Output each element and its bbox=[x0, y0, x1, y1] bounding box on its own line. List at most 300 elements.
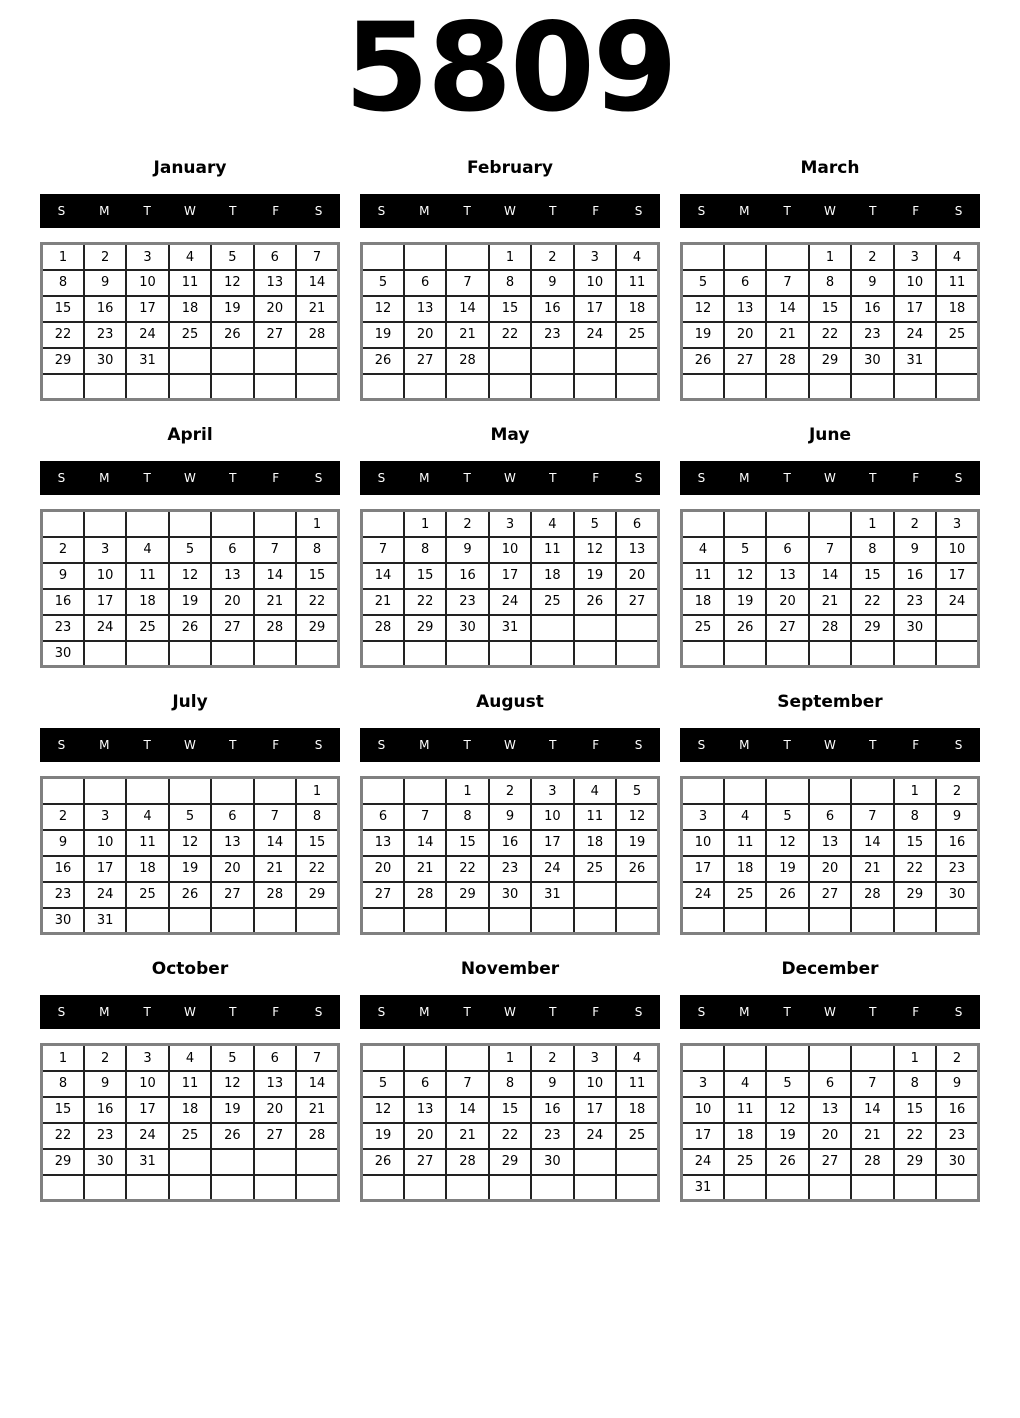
day-cell: 8 bbox=[404, 537, 446, 563]
day-cell: 6 bbox=[254, 244, 296, 270]
day-cell: 14 bbox=[851, 1097, 893, 1123]
weekday-label: W bbox=[184, 204, 196, 219]
day-cell: 19 bbox=[211, 1097, 253, 1123]
empty-day-cell bbox=[724, 1045, 766, 1071]
day-cell: 23 bbox=[42, 882, 84, 908]
month-title: August bbox=[476, 692, 544, 713]
week-row bbox=[682, 348, 979, 374]
empty-day-cell bbox=[894, 1175, 936, 1201]
day-cell: 18 bbox=[682, 589, 724, 615]
empty-day-cell bbox=[84, 374, 126, 400]
day-cell: 10 bbox=[682, 830, 724, 856]
day-cell: 3 bbox=[84, 804, 126, 830]
weekday-label: S bbox=[377, 738, 386, 753]
empty-day-cell bbox=[296, 1149, 338, 1175]
weekday-label: W bbox=[504, 738, 516, 753]
empty-day-cell bbox=[489, 348, 531, 374]
month-title: January bbox=[153, 158, 227, 179]
weekday-label: M bbox=[419, 204, 430, 219]
week-row bbox=[682, 563, 979, 589]
empty-day-cell bbox=[169, 374, 211, 400]
week-row bbox=[42, 1123, 339, 1149]
day-cell: 1 bbox=[894, 1045, 936, 1071]
day-cell: 28 bbox=[362, 615, 404, 641]
day-cell: 28 bbox=[404, 882, 446, 908]
day-cell: 27 bbox=[211, 882, 253, 908]
weekday-label: S bbox=[697, 738, 706, 753]
day-cell: 30 bbox=[84, 1149, 126, 1175]
empty-day-cell bbox=[254, 1149, 296, 1175]
day-cell: 11 bbox=[126, 563, 168, 589]
weekday-label: T bbox=[143, 738, 151, 753]
day-cell: 27 bbox=[211, 615, 253, 641]
day-cell: 2 bbox=[42, 537, 84, 563]
empty-day-cell bbox=[446, 244, 488, 270]
empty-day-cell bbox=[809, 908, 851, 934]
day-cell: 28 bbox=[446, 348, 488, 374]
weekday-label: S bbox=[377, 1005, 386, 1020]
day-cell: 29 bbox=[404, 615, 446, 641]
week-row bbox=[362, 537, 659, 563]
day-cell: 4 bbox=[126, 537, 168, 563]
empty-day-cell bbox=[362, 244, 404, 270]
month-title: April bbox=[167, 425, 213, 446]
empty-day-cell bbox=[936, 641, 978, 667]
day-cell: 7 bbox=[254, 537, 296, 563]
empty-day-cell bbox=[766, 908, 808, 934]
day-cell: 15 bbox=[489, 1097, 531, 1123]
empty-day-cell bbox=[936, 348, 978, 374]
day-cell: 16 bbox=[894, 563, 936, 589]
day-cell: 28 bbox=[809, 615, 851, 641]
day-cell: 2 bbox=[84, 1045, 126, 1071]
day-cell: 9 bbox=[851, 270, 893, 296]
week-row bbox=[362, 348, 659, 374]
empty-day-cell bbox=[574, 1175, 616, 1201]
day-cell: 4 bbox=[169, 1045, 211, 1071]
empty-day-cell bbox=[169, 908, 211, 934]
day-cell: 27 bbox=[766, 615, 808, 641]
day-cell: 6 bbox=[211, 804, 253, 830]
day-cell: 11 bbox=[574, 804, 616, 830]
day-cell: 11 bbox=[724, 1097, 766, 1123]
weekday-label: T bbox=[229, 738, 237, 753]
day-cell: 27 bbox=[616, 589, 658, 615]
day-cell: 28 bbox=[446, 1149, 488, 1175]
day-cell: 18 bbox=[724, 1123, 766, 1149]
week-row bbox=[682, 908, 979, 934]
week-row bbox=[362, 615, 659, 641]
empty-day-cell bbox=[574, 374, 616, 400]
empty-day-cell bbox=[682, 244, 724, 270]
week-row bbox=[42, 348, 339, 374]
day-cell: 31 bbox=[84, 908, 126, 934]
day-cell: 28 bbox=[296, 1123, 338, 1149]
day-cell: 8 bbox=[809, 270, 851, 296]
day-cell: 15 bbox=[851, 563, 893, 589]
day-cell: 7 bbox=[851, 804, 893, 830]
week-row bbox=[362, 511, 659, 537]
month-title: November bbox=[460, 959, 560, 980]
day-cell: 21 bbox=[254, 589, 296, 615]
empty-day-cell bbox=[42, 374, 84, 400]
day-cell: 1 bbox=[296, 511, 338, 537]
empty-day-cell bbox=[809, 778, 851, 804]
empty-day-cell bbox=[42, 511, 84, 537]
weekday-label: M bbox=[99, 471, 110, 486]
weekday-header bbox=[40, 194, 340, 228]
week-row bbox=[362, 1071, 659, 1097]
day-cell: 6 bbox=[766, 537, 808, 563]
day-cell: 25 bbox=[531, 589, 573, 615]
day-cell: 5 bbox=[362, 1071, 404, 1097]
week-row bbox=[362, 296, 659, 322]
day-grid bbox=[360, 776, 660, 935]
week-row bbox=[42, 1175, 339, 1201]
day-cell: 5 bbox=[724, 537, 766, 563]
day-cell: 1 bbox=[446, 778, 488, 804]
weekday-label: M bbox=[99, 204, 110, 219]
day-cell: 21 bbox=[254, 856, 296, 882]
empty-day-cell bbox=[126, 1175, 168, 1201]
empty-day-cell bbox=[362, 908, 404, 934]
week-row bbox=[42, 511, 339, 537]
day-cell: 8 bbox=[489, 1071, 531, 1097]
weekday-label: M bbox=[739, 204, 750, 219]
day-cell: 1 bbox=[489, 1045, 531, 1071]
day-cell: 8 bbox=[296, 537, 338, 563]
day-cell: 29 bbox=[894, 882, 936, 908]
weekday-label: T bbox=[463, 738, 471, 753]
day-cell: 10 bbox=[682, 1097, 724, 1123]
empty-day-cell bbox=[84, 641, 126, 667]
weekday-header bbox=[360, 728, 660, 762]
day-cell: 17 bbox=[84, 589, 126, 615]
weekday-label: S bbox=[314, 738, 323, 753]
week-row bbox=[682, 537, 979, 563]
empty-day-cell bbox=[404, 374, 446, 400]
day-cell: 8 bbox=[446, 804, 488, 830]
day-cell: 17 bbox=[574, 1097, 616, 1123]
empty-day-cell bbox=[84, 1175, 126, 1201]
empty-day-cell bbox=[682, 1045, 724, 1071]
day-cell: 12 bbox=[766, 1097, 808, 1123]
day-cell: 26 bbox=[616, 856, 658, 882]
day-cell: 18 bbox=[616, 1097, 658, 1123]
weekday-label: F bbox=[592, 1005, 600, 1020]
week-row bbox=[42, 1045, 339, 1071]
day-cell: 30 bbox=[851, 348, 893, 374]
day-cell: 22 bbox=[296, 856, 338, 882]
day-cell: 24 bbox=[126, 322, 168, 348]
day-cell: 5 bbox=[682, 270, 724, 296]
day-cell: 10 bbox=[574, 1071, 616, 1097]
day-cell: 25 bbox=[169, 1123, 211, 1149]
month-may bbox=[360, 425, 660, 668]
week-row bbox=[362, 641, 659, 667]
week-row bbox=[682, 296, 979, 322]
weekday-label: S bbox=[377, 471, 386, 486]
day-cell: 7 bbox=[404, 804, 446, 830]
day-cell: 24 bbox=[84, 615, 126, 641]
empty-day-cell bbox=[682, 908, 724, 934]
week-row bbox=[682, 830, 979, 856]
empty-day-cell bbox=[169, 1149, 211, 1175]
week-row bbox=[682, 1123, 979, 1149]
week-row bbox=[362, 908, 659, 934]
day-cell: 23 bbox=[531, 322, 573, 348]
empty-day-cell bbox=[446, 908, 488, 934]
empty-day-cell bbox=[682, 511, 724, 537]
empty-day-cell bbox=[682, 778, 724, 804]
weekday-label: T bbox=[143, 1005, 151, 1020]
day-cell: 23 bbox=[936, 856, 978, 882]
day-cell: 16 bbox=[531, 1097, 573, 1123]
day-cell: 25 bbox=[574, 856, 616, 882]
weekday-label: S bbox=[954, 204, 963, 219]
day-cell: 14 bbox=[766, 296, 808, 322]
weekday-label: F bbox=[912, 471, 920, 486]
empty-day-cell bbox=[362, 778, 404, 804]
month-title: June bbox=[808, 425, 852, 446]
day-cell: 24 bbox=[84, 882, 126, 908]
day-cell: 25 bbox=[936, 322, 978, 348]
empty-day-cell bbox=[489, 1175, 531, 1201]
week-row bbox=[682, 641, 979, 667]
day-cell: 1 bbox=[851, 511, 893, 537]
day-cell: 13 bbox=[404, 1097, 446, 1123]
day-cell: 23 bbox=[531, 1123, 573, 1149]
day-cell: 20 bbox=[404, 322, 446, 348]
empty-day-cell bbox=[616, 882, 658, 908]
day-grid bbox=[40, 776, 340, 935]
day-cell: 7 bbox=[766, 270, 808, 296]
weekday-label: F bbox=[272, 471, 280, 486]
day-cell: 13 bbox=[211, 830, 253, 856]
day-cell: 23 bbox=[851, 322, 893, 348]
day-cell: 18 bbox=[169, 296, 211, 322]
empty-day-cell bbox=[296, 641, 338, 667]
month-june bbox=[680, 425, 980, 668]
day-cell: 29 bbox=[489, 1149, 531, 1175]
day-cell: 15 bbox=[42, 1097, 84, 1123]
day-cell: 4 bbox=[126, 804, 168, 830]
day-cell: 17 bbox=[126, 1097, 168, 1123]
empty-day-cell bbox=[724, 641, 766, 667]
empty-day-cell bbox=[254, 778, 296, 804]
empty-day-cell bbox=[724, 374, 766, 400]
month-title: July bbox=[172, 692, 208, 713]
day-cell: 16 bbox=[84, 296, 126, 322]
empty-day-cell bbox=[404, 1175, 446, 1201]
week-row bbox=[362, 1123, 659, 1149]
day-cell: 16 bbox=[84, 1097, 126, 1123]
weekday-label: S bbox=[314, 471, 323, 486]
empty-day-cell bbox=[169, 778, 211, 804]
day-cell: 18 bbox=[936, 296, 978, 322]
weekday-label: T bbox=[463, 471, 471, 486]
empty-day-cell bbox=[574, 1149, 616, 1175]
day-cell: 6 bbox=[724, 270, 766, 296]
day-cell: 13 bbox=[254, 1071, 296, 1097]
day-cell: 30 bbox=[42, 641, 84, 667]
day-cell: 27 bbox=[404, 1149, 446, 1175]
empty-day-cell bbox=[296, 348, 338, 374]
day-cell: 16 bbox=[936, 1097, 978, 1123]
day-cell: 23 bbox=[489, 856, 531, 882]
empty-day-cell bbox=[724, 244, 766, 270]
day-grid bbox=[360, 1043, 660, 1202]
empty-day-cell bbox=[211, 1149, 253, 1175]
month-august bbox=[360, 692, 660, 935]
weekday-label: W bbox=[824, 1005, 836, 1020]
empty-day-cell bbox=[446, 374, 488, 400]
empty-day-cell bbox=[936, 1175, 978, 1201]
day-cell: 2 bbox=[446, 511, 488, 537]
weekday-label: M bbox=[419, 738, 430, 753]
week-row bbox=[362, 778, 659, 804]
day-cell: 23 bbox=[84, 322, 126, 348]
week-row bbox=[682, 1175, 979, 1201]
weekday-label: T bbox=[783, 471, 791, 486]
week-row bbox=[362, 374, 659, 400]
day-grid bbox=[680, 776, 980, 935]
day-cell: 11 bbox=[936, 270, 978, 296]
day-cell: 13 bbox=[766, 563, 808, 589]
months-grid bbox=[0, 158, 1020, 1202]
day-cell: 9 bbox=[84, 1071, 126, 1097]
day-grid bbox=[680, 509, 980, 668]
day-cell: 29 bbox=[42, 1149, 84, 1175]
weekday-header bbox=[360, 194, 660, 228]
day-cell: 3 bbox=[894, 244, 936, 270]
day-cell: 2 bbox=[531, 1045, 573, 1071]
day-cell: 12 bbox=[169, 830, 211, 856]
week-row bbox=[362, 856, 659, 882]
weekday-label: T bbox=[143, 471, 151, 486]
day-cell: 2 bbox=[84, 244, 126, 270]
day-cell: 5 bbox=[766, 1071, 808, 1097]
day-cell: 9 bbox=[531, 1071, 573, 1097]
day-cell: 10 bbox=[84, 830, 126, 856]
week-row bbox=[362, 244, 659, 270]
week-row bbox=[682, 374, 979, 400]
empty-day-cell bbox=[809, 1045, 851, 1071]
day-cell: 17 bbox=[126, 296, 168, 322]
week-row bbox=[42, 908, 339, 934]
day-cell: 3 bbox=[682, 1071, 724, 1097]
weekday-label: M bbox=[99, 738, 110, 753]
day-cell: 10 bbox=[126, 1071, 168, 1097]
weekday-label: T bbox=[549, 738, 557, 753]
day-cell: 4 bbox=[616, 1045, 658, 1071]
day-cell: 9 bbox=[531, 270, 573, 296]
weekday-label: T bbox=[869, 204, 877, 219]
weekday-label: M bbox=[419, 1005, 430, 1020]
month-title: March bbox=[800, 158, 860, 179]
day-cell: 1 bbox=[42, 244, 84, 270]
empty-day-cell bbox=[724, 908, 766, 934]
month-title: May bbox=[490, 425, 530, 446]
day-cell: 3 bbox=[489, 511, 531, 537]
day-cell: 11 bbox=[724, 830, 766, 856]
empty-day-cell bbox=[126, 511, 168, 537]
weekday-label: S bbox=[954, 738, 963, 753]
weekday-label: T bbox=[869, 738, 877, 753]
empty-day-cell bbox=[254, 908, 296, 934]
week-row bbox=[42, 537, 339, 563]
day-cell: 9 bbox=[489, 804, 531, 830]
day-cell: 13 bbox=[254, 270, 296, 296]
day-cell: 31 bbox=[531, 882, 573, 908]
day-cell: 25 bbox=[169, 322, 211, 348]
day-cell: 20 bbox=[254, 296, 296, 322]
day-cell: 2 bbox=[489, 778, 531, 804]
day-cell: 27 bbox=[809, 1149, 851, 1175]
day-cell: 7 bbox=[851, 1071, 893, 1097]
day-cell: 18 bbox=[169, 1097, 211, 1123]
empty-day-cell bbox=[211, 641, 253, 667]
day-cell: 8 bbox=[42, 1071, 84, 1097]
empty-day-cell bbox=[489, 908, 531, 934]
empty-day-cell bbox=[809, 1175, 851, 1201]
day-cell: 9 bbox=[42, 563, 84, 589]
day-cell: 11 bbox=[531, 537, 573, 563]
week-row bbox=[682, 270, 979, 296]
day-cell: 26 bbox=[211, 1123, 253, 1149]
empty-day-cell bbox=[404, 778, 446, 804]
day-cell: 1 bbox=[296, 778, 338, 804]
day-cell: 8 bbox=[894, 804, 936, 830]
empty-day-cell bbox=[531, 1175, 573, 1201]
weekday-header bbox=[360, 995, 660, 1029]
day-cell: 26 bbox=[362, 348, 404, 374]
day-cell: 8 bbox=[894, 1071, 936, 1097]
empty-day-cell bbox=[126, 641, 168, 667]
day-cell: 11 bbox=[682, 563, 724, 589]
day-cell: 21 bbox=[446, 1123, 488, 1149]
day-cell: 31 bbox=[126, 1149, 168, 1175]
weekday-label: F bbox=[272, 1005, 280, 1020]
day-cell: 19 bbox=[616, 830, 658, 856]
day-cell: 26 bbox=[362, 1149, 404, 1175]
empty-day-cell bbox=[211, 1175, 253, 1201]
day-cell: 16 bbox=[489, 830, 531, 856]
day-cell: 11 bbox=[616, 1071, 658, 1097]
day-cell: 28 bbox=[766, 348, 808, 374]
day-cell: 2 bbox=[894, 511, 936, 537]
weekday-header bbox=[680, 995, 980, 1029]
day-cell: 12 bbox=[574, 537, 616, 563]
week-row bbox=[42, 322, 339, 348]
day-cell: 21 bbox=[362, 589, 404, 615]
day-cell: 7 bbox=[809, 537, 851, 563]
day-cell: 25 bbox=[126, 615, 168, 641]
day-cell: 18 bbox=[126, 856, 168, 882]
empty-day-cell bbox=[682, 641, 724, 667]
weekday-label: S bbox=[314, 1005, 323, 1020]
empty-day-cell bbox=[362, 1175, 404, 1201]
weekday-label: F bbox=[272, 738, 280, 753]
week-row bbox=[42, 830, 339, 856]
week-row bbox=[42, 856, 339, 882]
day-cell: 17 bbox=[682, 856, 724, 882]
day-grid bbox=[360, 242, 660, 401]
empty-day-cell bbox=[936, 908, 978, 934]
empty-day-cell bbox=[362, 511, 404, 537]
day-cell: 23 bbox=[446, 589, 488, 615]
day-cell: 2 bbox=[531, 244, 573, 270]
